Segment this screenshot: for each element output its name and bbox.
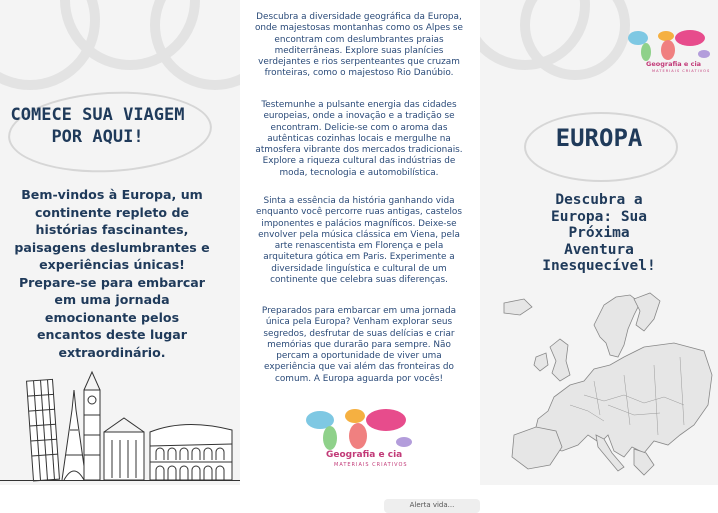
paragraph-cities: Testemunhe a pulsante energia das cidades europeias, onde a inovação e a tradição se encontram. Delicie-se com o aroma das autênticas cozinhas locais e mergulhe na atmosfera vibrante dos mercados tradicionais. Explore a riqueza cultural das indústrias de moda, tecnologia e automobilística. [255, 100, 463, 178]
logo-title: Geografia e cia [326, 450, 403, 460]
right-panel [480, 0, 718, 485]
bottom-tooltip-label[interactable]: Alerta vida... [384, 499, 480, 513]
paragraph-geography: Descubra a diversidade geográfica da Europa, onde majestosas montanhas como os Alpes se encontram com deslumbrantes praias mediterrâneas. Explore suas planícies verdejantes e rios serpenteantes que cruzam fronteiras, como o majestoso Rio Danúbio. [254, 12, 463, 79]
bottom-bar [0, 485, 718, 509]
left-heading: COMECE SUA VIAGEM POR AQUI! [10, 105, 185, 147]
europa-title: EUROPA [555, 124, 643, 152]
paragraph-history: Sinta a essência da história ganhando vida enquanto você percorre ruas antigas, castelos imponentes e palácios magníficos. Deixe-se envolver pela música clássica em Viena, pela arte renascentista em Florença e pela arquitetura gótica em Paris. Experimente a diversidade linguística e cultural de um continente que celebra suas diferenças. [256, 196, 462, 286]
cover-subtitle: Descubra a Europa: Sua Próxima Aventura Inesquecível! [542, 192, 656, 274]
world-map-logo-icon [624, 26, 716, 62]
europe-map-illustration [484, 285, 716, 483]
welcome-text: Bem-vindos à Europa, um continente repleto de histórias fascinantes, paisagens deslumbrantes e experiências únicas! Prepare-se para embarcar em uma jornada emocionante pelos encantos deste lugar extraordinário. [14, 187, 210, 360]
logo-subtitle: MATERIAIS CRIATIVOS [652, 69, 711, 73]
landmarks-skyline-illustration [0, 370, 240, 482]
middle-panel [240, 0, 480, 485]
brand-logo-small [624, 26, 716, 76]
logo-subtitle: MATERIAIS CRIATIVOS [334, 462, 408, 468]
brand-logo [300, 404, 420, 470]
paragraph-invitation: Preparados para embarcar em uma jornada única pela Europa? Venham explorar seus segredos, desfrutar de suas delícias e criar memórias que durarão para sempre. Não percam a oportunidade de viver uma experiência que vai além das fronteiras do comum. A Europa aguarda por vocês! [261, 306, 457, 384]
decorative-swirl [150, 0, 240, 90]
world-map-logo-icon [300, 404, 420, 452]
logo-title: Geografia e cia [646, 60, 702, 68]
left-panel [0, 0, 240, 485]
